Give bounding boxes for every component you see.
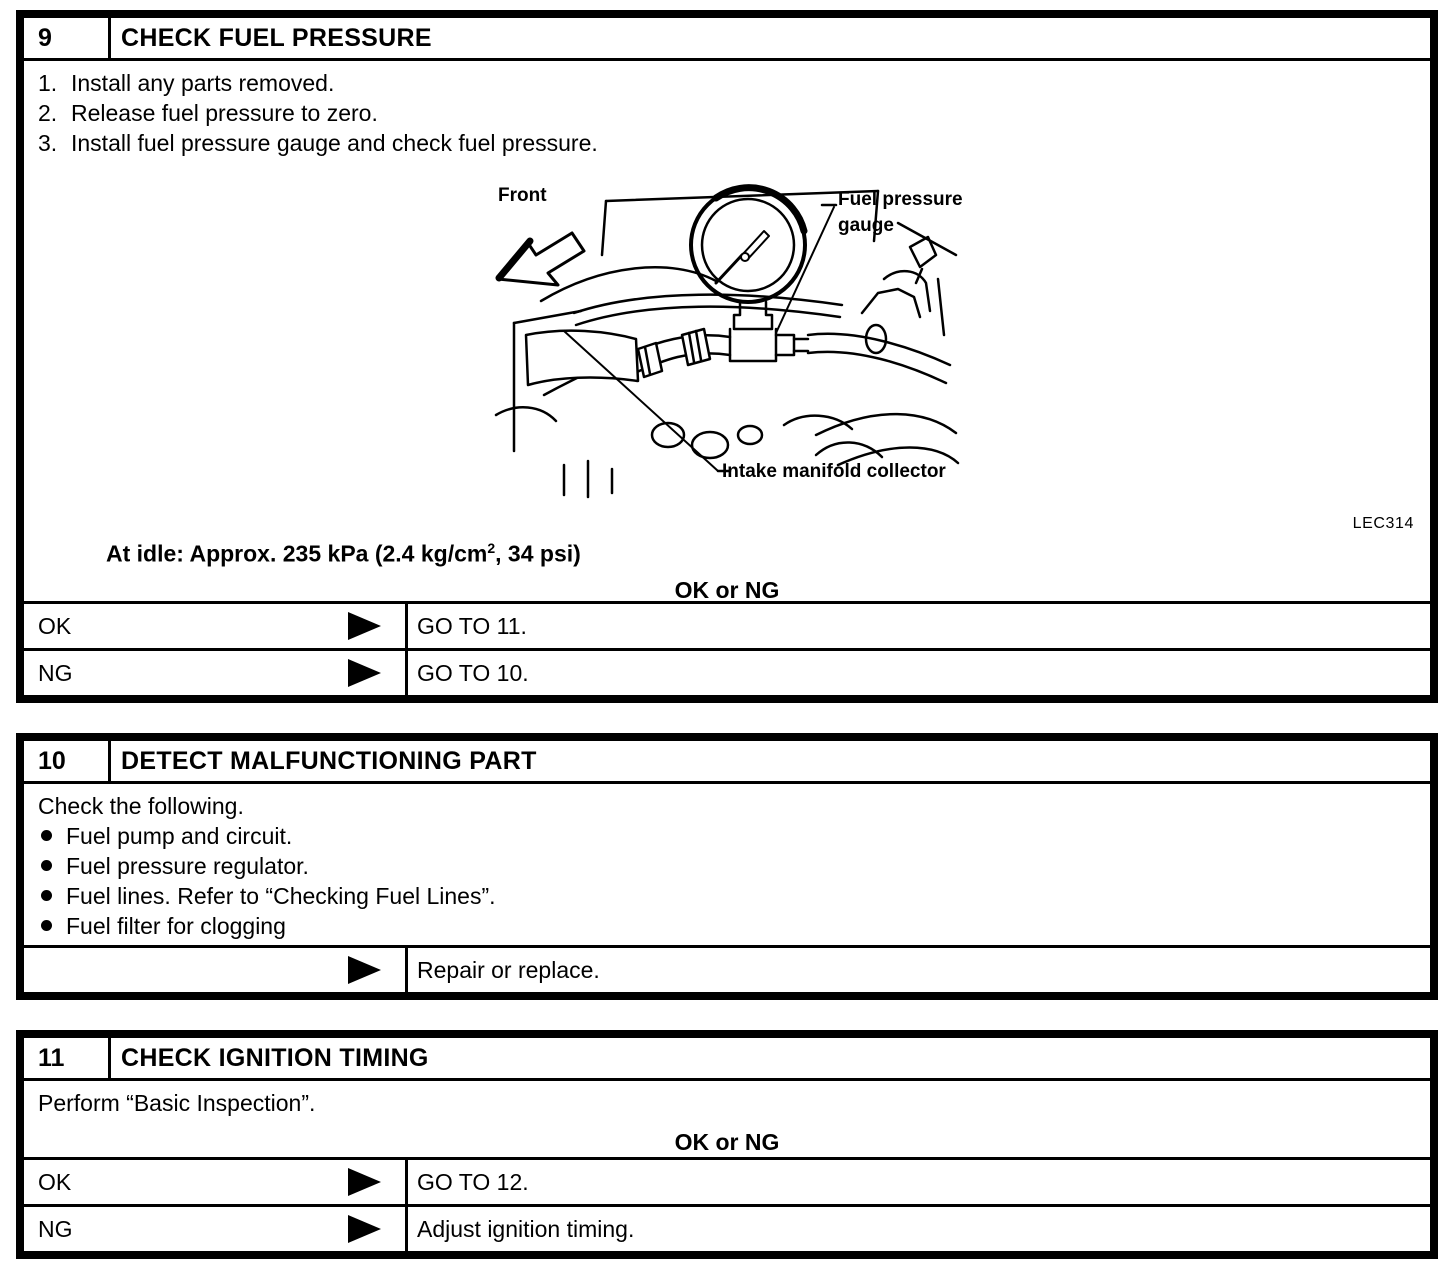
diagnostic-step-9-table <box>16 10 1438 703</box>
intro-text: Perform “Basic Inspection”. <box>38 1090 316 1116</box>
fuel-pressure-gauge-label <box>838 187 968 239</box>
result-condition-cell <box>24 1207 408 1251</box>
result-action-cell: GO TO 11. <box>417 612 527 639</box>
result-label: NG <box>38 1215 73 1242</box>
bullet-icon <box>41 860 52 871</box>
result-arrow-icon <box>348 956 381 984</box>
result-row-ok <box>24 1157 1430 1204</box>
diagnostic-step-10-table <box>16 733 1438 1000</box>
result-condition-cell <box>24 651 408 695</box>
spec-prefix: At idle: Approx. 235 kPa (2.4 kg/cm <box>106 540 488 567</box>
result-action-cell: Repair or replace. <box>417 956 600 983</box>
result-condition-cell <box>24 948 408 992</box>
result-condition-cell <box>24 604 408 648</box>
step-9-body <box>24 61 1430 601</box>
result-row-ng <box>24 648 1430 695</box>
result-action-cell: GO TO 12. <box>417 1168 529 1195</box>
result-condition-cell <box>24 1160 408 1204</box>
bullet-text: Fuel lines. Refer to “Checking Fuel Lines”. <box>66 883 496 909</box>
step-10-body <box>24 784 1430 945</box>
bullet-text: Fuel filter for clogging <box>66 913 286 939</box>
step-number: 10 <box>24 741 111 781</box>
gauge-label-line2: gauge <box>838 215 894 236</box>
pressure-spec <box>106 533 581 569</box>
result-action-cell: GO TO 10. <box>417 659 529 686</box>
condition-heading: OK or NG <box>674 577 780 603</box>
result-row <box>24 945 1430 992</box>
step-9-header <box>24 18 1430 61</box>
spec-superscript: 2 <box>487 540 496 556</box>
engine-diagram <box>486 183 972 505</box>
result-row-ng <box>24 1204 1430 1251</box>
list-item <box>38 128 598 158</box>
result-label: OK <box>38 1168 72 1195</box>
result-label: NG <box>38 659 73 686</box>
list-item <box>38 881 1430 911</box>
intro-text: Check the following. <box>38 793 244 819</box>
bullet-icon <box>41 830 52 841</box>
step-item-text: Install any parts removed. <box>71 70 335 96</box>
figure-code: LEC314 <box>1352 515 1414 532</box>
step-title: DETECT MALFUNCTIONING PART <box>121 746 537 775</box>
step-number: 9 <box>24 18 111 58</box>
step-10-header <box>24 741 1430 784</box>
result-action-cell: Adjust ignition timing. <box>417 1215 635 1242</box>
intake-manifold-collector-label: Intake manifold collector <box>722 461 946 482</box>
result-row-ok <box>24 601 1430 648</box>
step-item-number: 3. <box>38 130 58 156</box>
bullet-text: Fuel pressure regulator. <box>66 853 309 879</box>
step-item-text: Install fuel pressure gauge and check fuel pressure. <box>71 130 598 156</box>
bullet-icon <box>41 920 52 931</box>
step-item-text: Release fuel pressure to zero. <box>71 100 378 126</box>
spec-suffix: , 34 psi) <box>495 540 581 567</box>
condition-heading: OK or NG <box>674 1129 780 1155</box>
step-11-body <box>24 1081 1430 1157</box>
diagnostic-step-11-table <box>16 1030 1438 1259</box>
step-title: CHECK IGNITION TIMING <box>121 1043 429 1072</box>
list-item <box>38 851 1430 881</box>
list-item <box>38 821 1430 851</box>
gauge-label-line1: Fuel pressure <box>838 189 963 210</box>
result-label: OK <box>38 612 72 639</box>
result-arrow-icon <box>348 1168 381 1196</box>
step-item-number: 2. <box>38 100 58 126</box>
result-arrow-icon <box>348 659 381 687</box>
bullet-icon <box>41 890 52 901</box>
result-arrow-icon <box>348 1215 381 1243</box>
list-item <box>38 98 598 128</box>
front-label: Front <box>498 185 547 206</box>
bullet-text: Fuel pump and circuit. <box>66 823 293 849</box>
step-11-header <box>24 1038 1430 1081</box>
list-item <box>38 911 1430 941</box>
step-number: 11 <box>24 1038 111 1078</box>
step-title: CHECK FUEL PRESSURE <box>121 23 432 52</box>
list-item <box>38 68 598 98</box>
result-arrow-icon <box>348 612 381 640</box>
step-item-number: 1. <box>38 70 58 96</box>
instruction-list <box>38 68 598 158</box>
